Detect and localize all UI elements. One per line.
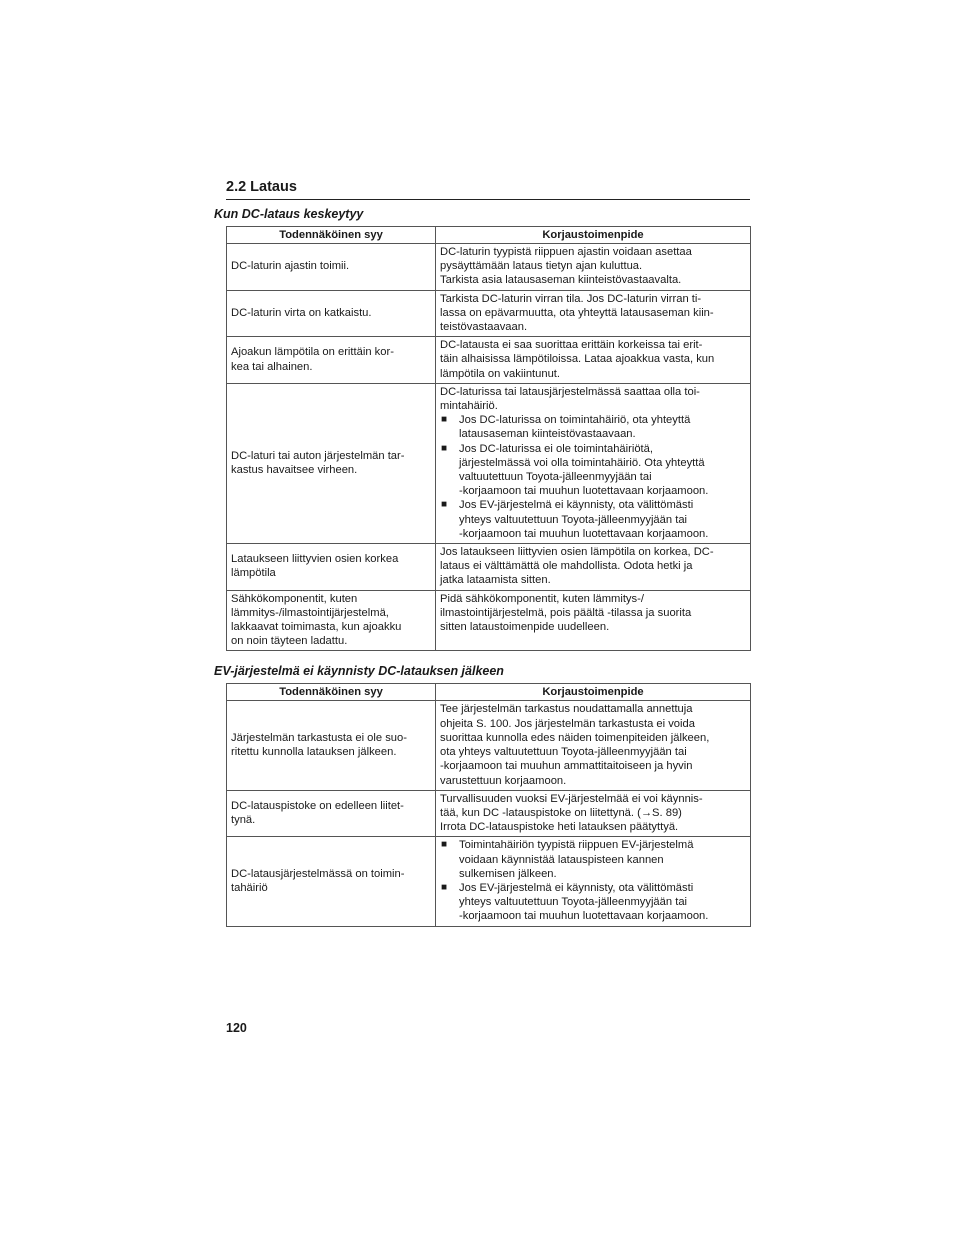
remedy-text: Jos lataukseen liittyvien osien lämpötila on korkea, DC- (440, 546, 714, 559)
cause-text: Lataukseen liittyvien osien korkea (231, 553, 399, 566)
bullet-text: voidaan käynnistää latauspisteen kannen (459, 853, 664, 866)
bullet-text: -korjaamoon tai muuhun luotettavaan korjaamoon. (459, 910, 709, 923)
remedy-text: DC-latausta ei saa suorittaa erittäin korkeissa tai erit- (440, 339, 703, 352)
cause-text: Sähkökomponentit, kuten (231, 592, 358, 605)
remedy-cell (436, 337, 751, 384)
bullet-text: yhteys valtuutettuun Toyota-jälleenmyyjään tai (459, 513, 688, 526)
remedy-cell (436, 290, 751, 337)
remedy-cell (436, 837, 751, 926)
cause-cell (227, 590, 436, 651)
cause-text: DC-laturin virta on katkaistu. (231, 306, 372, 319)
remedy-text: ota yhteys valtuutettuun Toyota-jälleenmyyjään tai (440, 746, 687, 759)
bullet-square-icon: ■ (441, 881, 448, 893)
remedy-text: DC-laturin tyypistä riippuen ajastin voidaan asettaa (440, 246, 692, 258)
table-title: Kun DC-lataus keskeytyy (214, 207, 364, 221)
table-row (227, 701, 751, 790)
table-row (227, 837, 751, 926)
cause-cell (227, 383, 436, 543)
bullet-text: Jos DC-laturissa on toimintahäiriö, ota yhteyttä (459, 414, 691, 427)
remedy-text: lassa on epävarmuutta, ota yhteyttä latausaseman kiin- (440, 306, 714, 319)
remedy-text: Tarkista asia latausaseman kiinteistövastaavalta. (440, 274, 682, 287)
cause-text: lämpötila (231, 567, 276, 580)
remedy-text: teistövastaavaan. (440, 321, 528, 334)
remedy-text: ohjeita S. 100. Jos järjestelmän tarkastusta ei voida (440, 717, 695, 730)
bullet-text: Jos EV-järjestelmä ei käynnisty, ota välittömästi (459, 881, 694, 894)
header-probable-cause: Todennäköinen syy (227, 227, 436, 244)
remedy-text: Tee järjestelmän tarkastus noudattamalla annettuja (440, 703, 693, 716)
remedy-text: -korjaamoon tai muuhun ammattitaitoiseen ja hyvin (440, 760, 693, 773)
header-remedy: Korjaustoimenpide (436, 684, 751, 701)
cause-text: kastus havaitsee virheen. (231, 463, 358, 476)
bullet-item (440, 413, 745, 441)
bullet-item (440, 442, 745, 499)
cause-text: kea tai alhainen. (231, 360, 313, 373)
remedy-text: ilmastointijärjestelmä, pois päältä -tilassa ja suorita (440, 606, 692, 619)
cause-cell (227, 337, 436, 384)
remedy-text: pysäyttämään lataus tietyn ajan kuluttua. (440, 260, 643, 273)
remedy-text: lämpötila on vakiintunut. (440, 367, 561, 380)
troubleshooting-table (226, 683, 751, 926)
bullet-text: latausaseman kiinteistövastaavaan. (459, 428, 636, 441)
cause-text: on noin täyteen ladattu. (231, 635, 348, 648)
tables-container (214, 206, 750, 927)
bullet-item (440, 498, 745, 541)
remedy-text: täin alhaisissa lämpötiloissa. Lataa ajoakkua vasta, kun (440, 353, 715, 366)
cause-text: tynä. (231, 814, 256, 826)
remedy-text: varustettuun korjaamoon. (440, 774, 567, 787)
bullet-square-icon: ■ (441, 839, 448, 851)
page-number: 120 (226, 1021, 247, 1035)
cause-cell (227, 790, 436, 837)
remedy-text: Tarkista DC-laturin virran tila. Jos DC-laturin virran ti- (440, 292, 702, 305)
cause-text: ritettu kunnolla latauksen jälkeen. (231, 746, 397, 759)
bullet-text: -korjaamoon tai muuhun luotettavaan korjaamoon. (459, 485, 709, 498)
cause-cell (227, 244, 436, 291)
cause-cell (227, 544, 436, 591)
cause-text: Ajoakun lämpötila on erittäin kor- (231, 346, 394, 359)
bullet-item (440, 881, 745, 924)
bullet-text: sulkemisen jälkeen. (459, 867, 557, 880)
table-row (227, 244, 751, 291)
bullet-text: järjestelmässä voi olla toimintahäiriö. Ota yhteyttä (459, 456, 705, 469)
remedy-cell (436, 544, 751, 591)
table-header-row (227, 684, 751, 701)
table-title: EV-järjestelmä ei käynnisty DC-latauksen jälkeen (214, 664, 504, 679)
cause-text: DC-laturin ajastin toimii. (231, 260, 350, 273)
remedy-text: sitten lataustoimenpide uudelleen. (440, 621, 610, 634)
troubleshooting-table (226, 226, 751, 651)
header-remedy: Korjaustoimenpide (436, 227, 751, 244)
remedy-text: DC-laturissa tai latausjärjestelmässä saattaa olla toi- (440, 385, 700, 398)
bullet-square-icon: ■ (441, 442, 448, 454)
bullet-square-icon: ■ (441, 414, 448, 426)
remedy-cell (436, 701, 751, 790)
page-content (214, 178, 750, 927)
table-row (227, 790, 751, 837)
remedy-text: Turvallisuuden vuoksi EV-järjestelmää ei voi käynnis- (440, 792, 703, 805)
cause-cell (227, 290, 436, 337)
remedy-cell (436, 790, 751, 837)
table-spacer (226, 651, 750, 663)
remedy-text: Irrota DC-latauspistoke heti latauksen päätyttyä. (440, 821, 679, 834)
section-header: 2.2 Lataus (226, 178, 750, 200)
table-row (227, 590, 751, 651)
remedy-cell (436, 244, 751, 291)
cause-text: lämmitys-/ilmastointijärjestelmä, (231, 606, 389, 619)
bullet-text: valtuutettuun Toyota-jälleenmyyjään tai (459, 471, 652, 484)
remedy-cell (436, 590, 751, 651)
remedy-text: mintahäiriö. (440, 400, 498, 413)
bullet-square-icon: ■ (441, 499, 448, 511)
bullet-text: yhteys valtuutettuun Toyota-jälleenmyyjään tai (459, 896, 688, 909)
bullet-item (440, 838, 745, 881)
bullet-text: Jos DC-laturissa ei ole toimintahäiriötä, (459, 442, 653, 455)
table-row (227, 337, 751, 384)
cause-cell (227, 837, 436, 926)
cause-text: tahäiriö (231, 881, 268, 894)
remedy-text: suorittaa kunnolla edes näiden toimenpiteiden jälkeen, (440, 731, 710, 744)
cause-text: DC-latauspistoke on edelleen liitet- (231, 799, 404, 812)
bullet-text: Toimintahäiriön tyypistä riippuen EV-järjestelmä (459, 839, 694, 852)
table-row (227, 383, 751, 543)
bullet-text: -korjaamoon tai muuhun luotettavaan korjaamoon. (459, 527, 709, 540)
cause-text: Järjestelmän tarkastusta ei ole suo- (231, 731, 407, 744)
cause-text: DC-laturi tai auton järjestelmän tar- (231, 449, 405, 462)
remedy-text: lataus ei välttämättä ole mahdollista. Odota hetki ja (440, 560, 693, 573)
remedy-cell (436, 383, 751, 543)
table-row (227, 290, 751, 337)
table-header-row (227, 227, 751, 244)
cause-text: DC-latausjärjestelmässä on toimin- (231, 867, 405, 880)
cause-cell (227, 701, 436, 790)
remedy-text: tää, kun DC -latauspistoke on liitettynä. (→S. 89) (440, 806, 682, 819)
remedy-text: jatka lataamista sitten. (440, 574, 551, 587)
bullet-text: Jos EV-järjestelmä ei käynnisty, ota välittömästi (459, 499, 694, 512)
cause-text: lakkaavat toimimasta, kun ajoakku (231, 621, 402, 634)
table-row (227, 544, 751, 591)
remedy-text: Pidä sähkökomponentit, kuten lämmitys-/ (440, 592, 644, 605)
header-probable-cause: Todennäköinen syy (227, 684, 436, 701)
